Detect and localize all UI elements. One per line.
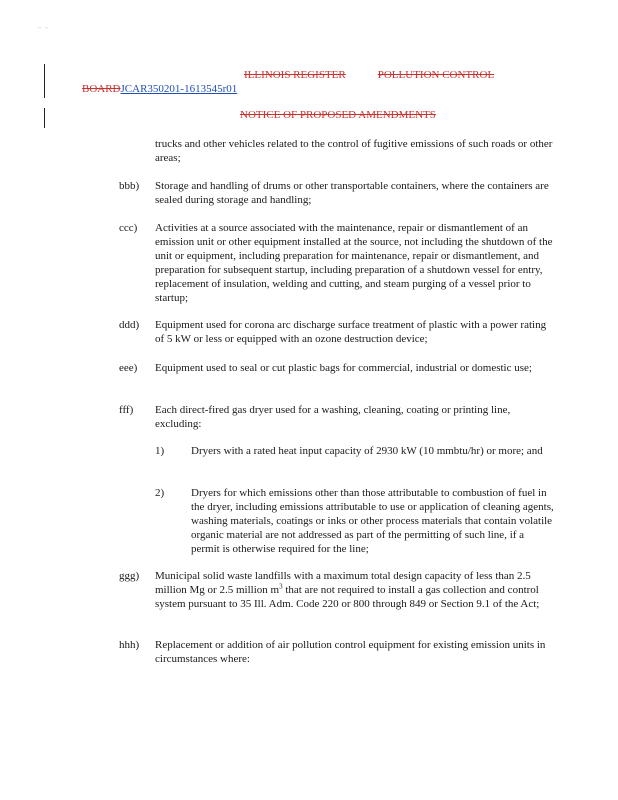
register-title: ILLINOIS REGISTER [244,69,346,81]
ggg-text-b: that are not required to install a gas collection and control system pursuant to 35 Ill. Adm. Code 220 or 800 through 849 or Section 9.1 of the Act; [155,584,540,610]
item-text: Replacement or addition of air pollution control equipment for existing emission units in circumstances where: [155,639,546,665]
item-marker: hhh) [119,639,140,651]
superscript-3: 3 [279,582,283,591]
header-line-2 [82,82,237,96]
change-bar-top [44,64,45,98]
subitem-marker: 1) [155,445,165,457]
subitem-text: Dryers for which emissions other than those attributable to combustion of fuel in the dryer, including emissions attributable to use or application of cleaning agents, washing materials, coatings or inks or other process materials that contain volatile organic material are not addressed as part of the permitting of such line, if a permit is otherwise required for the line; [191,487,554,555]
continuation-text: trucks and other vehicles related to the control of fugitive emissions of such roads or other areas; [155,138,553,164]
notice-title [240,108,436,122]
item-text: Storage and handling of drums or other transportable containers, where the containers are sealed during storage and handling; [155,180,549,206]
item-marker: ddd) [119,319,140,331]
notice-title-text: NOTICE OF PROPOSED AMENDMENTS [240,109,436,121]
item-marker: eee) [119,362,138,374]
item-marker: ccc) [119,222,138,234]
subitem-marker: 2) [155,487,165,499]
item-marker: ggg) [119,570,140,582]
change-bar-middle [44,108,45,128]
item-text: Equipment used to seal or cut plastic bags for commercial, industrial or domestic use; [155,362,532,374]
ggg-text-a: Municipal solid waste landfills with a maximum total design capacity of less than 2.5 million Mg or 2.5 million m [155,570,531,596]
board-title: POLLUTION CONTROL [377,69,495,81]
board-title-cont: BOARD [82,83,121,95]
item-text: Each direct-fired gas dryer used for a washing, cleaning, coating or printing line, excluding: [155,404,511,430]
subitem-text: Dryers with a rated heat input capacity of 2930 kW (10 mmbtu/hr) or more; and [191,445,543,457]
corner-mark: ~ ~ [38,26,49,32]
header-line-1 [244,68,494,82]
item-text [155,569,555,611]
item-text: Equipment used for corona arc discharge surface treatment of plastic with a power rating of 5 kW or less or equipped with an ozone destruction device; [155,319,547,345]
item-marker: bbb) [119,180,140,192]
jcar-code: JCAR350201-1613545r01 [120,83,238,95]
item-marker: fff) [119,404,134,416]
item-text: Activities at a source associated with the maintenance, repair or dismantlement of an emission unit or other equipment installed at the source, not including the shutdown of the unit or equipment, including preparation for maintenance, repair or dismantlement, and preparation for subsequent startup, including preparation of a shutdown vessel for entry, replacement of insulation, welding and cutting, and steam purging of a vessel prior to startup; [155,222,553,304]
continuation-paragraph [155,137,555,165]
